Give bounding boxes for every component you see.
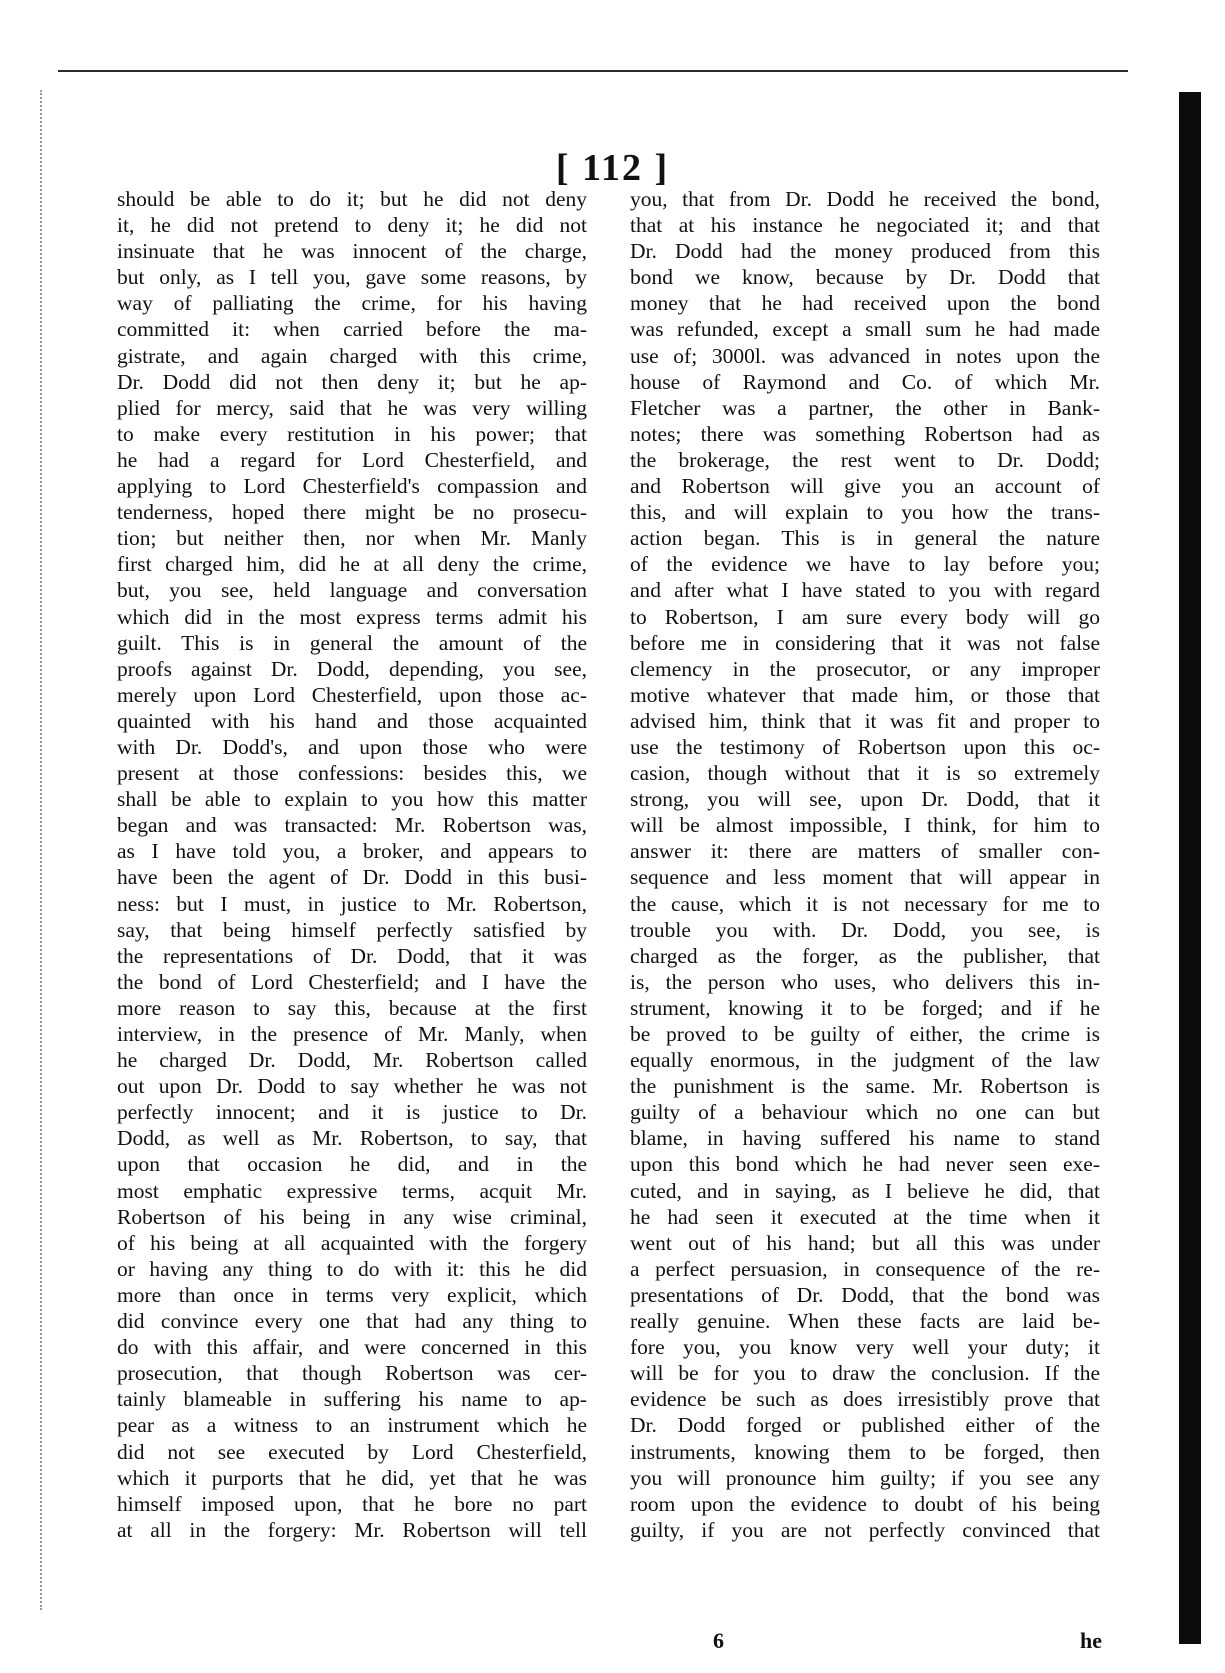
- text-line: will be almost impossible, I think, for him to: [630, 813, 1100, 838]
- text-line: himself imposed upon, that he bore no part: [117, 1491, 587, 1516]
- right-column: [630, 186, 1100, 1543]
- text-line: applying to Lord Chesterfield's compassion and: [117, 474, 587, 499]
- text-line: you will pronounce him guilty; if you see any: [630, 1465, 1100, 1490]
- text-line: casion, though without that it is so extremely: [630, 761, 1100, 786]
- text-line: tion; but neither then, nor when Mr. Manly: [117, 526, 587, 551]
- text-line: first charged him, did he at all deny the crime,: [117, 552, 587, 577]
- text-line: say, that being himself perfectly satisfied by: [117, 917, 587, 942]
- text-line: the punishment is the same. Mr. Robertson is: [630, 1074, 1100, 1099]
- text-line: guilt. This is in general the amount of the: [117, 630, 587, 655]
- text-line: was refunded, except a small sum he had made: [630, 317, 1100, 342]
- text-line: clemency in the prosecutor, or any improper: [630, 656, 1100, 681]
- text-line: it, he did not pretend to deny it; he did not: [117, 213, 587, 238]
- text-line: interview, in the presence of Mr. Manly, when: [117, 1022, 587, 1046]
- text-line: with Dr. Dodd's, and upon those who were: [117, 734, 587, 759]
- signature-mark: 6: [713, 1628, 724, 1653]
- text-line: more reason to say this, because at the first: [117, 995, 587, 1020]
- text-line: Dr. Dodd had the money produced from this: [630, 239, 1100, 264]
- text-line: present at those confessions: besides this, we: [117, 761, 587, 786]
- text-line: use the testimony of Robertson upon this oc-: [630, 734, 1100, 759]
- text-line: began and was transacted: Mr. Robertson was,: [117, 813, 587, 838]
- text-line: gistrate, and again charged with this crime,: [117, 343, 587, 368]
- text-line: upon this bond which he had never seen exe-: [630, 1152, 1100, 1177]
- text-line: house of Raymond and Co. of which Mr.: [630, 369, 1100, 394]
- text-line: to Robertson, I am sure every body will go: [630, 604, 1100, 629]
- text-line: guilty of a behaviour which no one can but: [630, 1100, 1100, 1125]
- text-line: equally enormous, in the judgment of the law: [630, 1048, 1100, 1073]
- text-line: went out of his hand; but all this was under: [630, 1230, 1100, 1255]
- left-column: [117, 186, 587, 1543]
- text-line: do with this affair, and were concerned in this: [117, 1335, 587, 1360]
- text-line: way of palliating the crime, for his having: [117, 291, 587, 316]
- text-line: is, the person who uses, who delivers this in-: [630, 969, 1100, 994]
- text-line: that at his instance he negociated it; and that: [630, 213, 1100, 238]
- text-line: out upon Dr. Dodd to say whether he was not: [117, 1074, 587, 1099]
- text-line: upon that occasion he did, and in the: [117, 1152, 587, 1177]
- text-line: to make every restitution in his power; that: [117, 421, 587, 446]
- text-line: he charged Dr. Dodd, Mr. Robertson called: [117, 1048, 587, 1073]
- text-line: a perfect persuasion, in consequence of the re-: [630, 1256, 1100, 1281]
- text-line: answer it: there are matters of smaller con-: [630, 839, 1100, 864]
- text-line: will be for you to draw the conclusion. If the: [630, 1361, 1100, 1386]
- text-line: use of; 3000l. was advanced in notes upon the: [630, 343, 1100, 368]
- text-line: but only, as I tell you, gave some reasons, by: [117, 265, 587, 290]
- page-number: [ 112 ]: [555, 147, 670, 189]
- text-line: room upon the evidence to doubt of his being: [630, 1491, 1100, 1516]
- text-line: of his being at all acquainted with the forgery: [117, 1230, 587, 1255]
- left-margin-specks: [40, 90, 48, 1610]
- catchword: he: [1080, 1628, 1102, 1653]
- text-line: did convince every one that had any thing to: [117, 1309, 587, 1334]
- text-line: more than once in terms very explicit, which: [117, 1282, 587, 1307]
- text-line: strument, knowing it to be forged; and if he: [630, 995, 1100, 1020]
- text-line: action began. This is in general the nature: [630, 526, 1100, 551]
- text-line: proofs against Dr. Dodd, depending, you see,: [117, 656, 587, 681]
- text-line: shall be able to explain to you how this matter: [117, 787, 587, 812]
- text-line: sequence and less moment that will appear in: [630, 865, 1100, 890]
- text-line: tainly blameable in suffering his name to ap-: [117, 1387, 587, 1412]
- text-line: blame, in having suffered his name to stand: [630, 1126, 1100, 1151]
- text-line: you, that from Dr. Dodd he received the bond,: [630, 187, 1100, 211]
- text-line: notes; there was something Robertson had as: [630, 421, 1100, 446]
- text-line: but, you see, held language and conversation: [117, 578, 587, 603]
- text-line: guilty, if you are not perfectly convinced that: [630, 1517, 1100, 1542]
- text-line: which did in the most express terms admit his: [117, 604, 587, 629]
- text-line: the cause, which it is not necessary for me to: [630, 891, 1100, 916]
- text-line: the brokerage, the rest went to Dr. Dodd;: [630, 447, 1100, 472]
- text-line: pear as a witness to an instrument which he: [117, 1413, 587, 1438]
- text-line: before me in considering that it was not false: [630, 630, 1100, 655]
- text-line: and Robertson will give you an account of: [630, 474, 1100, 499]
- text-line: this, and will explain to you how the trans-: [630, 500, 1100, 525]
- text-line: tenderness, hoped there might be no prosecu-: [117, 500, 587, 525]
- text-line: trouble you with. Dr. Dodd, you see, is: [630, 917, 1100, 942]
- text-line: perfectly innocent; and it is justice to Dr.: [117, 1100, 587, 1125]
- text-line: should be able to do it; but he did not deny: [117, 187, 587, 211]
- text-line: the representations of Dr. Dodd, that it was: [117, 943, 587, 968]
- text-line: insinuate that he was innocent of the charge,: [117, 239, 587, 264]
- text-line: advised him, think that it was fit and proper to: [630, 708, 1100, 733]
- text-line: presentations of Dr. Dodd, that the bond was: [630, 1282, 1100, 1307]
- text-line: as I have told you, a broker, and appears to: [117, 839, 587, 864]
- text-line: charged as the forger, as the publisher, that: [630, 943, 1100, 968]
- text-line: plied for mercy, said that he was very willing: [117, 395, 587, 420]
- text-line: really genuine. When these facts are laid be-: [630, 1309, 1100, 1334]
- text-line: evidence be such as does irresistibly prove that: [630, 1387, 1100, 1412]
- text-line: cuted, and in saying, as I believe he did, that: [630, 1178, 1100, 1203]
- top-rule: [58, 70, 1128, 72]
- text-line: committed it: when carried before the ma-: [117, 317, 587, 342]
- text-line: prosecution, that though Robertson was cer-: [117, 1361, 587, 1386]
- text-line: he had a regard for Lord Chesterfield, and: [117, 447, 587, 472]
- text-line: at all in the forgery: Mr. Robertson will tell: [117, 1517, 587, 1542]
- text-line: be proved to be guilty of either, the crime is: [630, 1022, 1100, 1046]
- text-line: most emphatic expressive terms, acquit Mr.: [117, 1178, 587, 1203]
- text-line: merely upon Lord Chesterfield, upon those ac-: [117, 682, 587, 707]
- text-line: and after what I have stated to you with regard: [630, 578, 1100, 603]
- text-line: Dr. Dodd did not then deny it; but he ap-: [117, 369, 587, 394]
- text-line: the bond of Lord Chesterfield; and I have the: [117, 969, 587, 994]
- text-line: or having any thing to do with it: this he did: [117, 1256, 587, 1281]
- text-line: did not see executed by Lord Chesterfield,: [117, 1439, 587, 1464]
- text-line: motive whatever that made him, or those that: [630, 682, 1100, 707]
- text-line: quainted with his hand and those acquainted: [117, 708, 587, 733]
- text-line: Fletcher was a partner, the other in Bank-: [630, 395, 1100, 420]
- text-line: Dr. Dodd forged or published either of the: [630, 1413, 1100, 1438]
- text-line: Dodd, as well as Mr. Robertson, to say, that: [117, 1126, 587, 1151]
- text-line: instruments, knowing them to be forged, then: [630, 1439, 1100, 1464]
- text-line: money that he had received upon the bond: [630, 291, 1100, 316]
- text-line: bond we know, because by Dr. Dodd that: [630, 265, 1100, 290]
- text-line: he had seen it executed at the time when it: [630, 1204, 1100, 1229]
- text-line: ness: but I must, in justice to Mr. Robertson,: [117, 891, 587, 916]
- text-line: have been the agent of Dr. Dodd in this busi-: [117, 865, 587, 890]
- text-line: strong, you will see, upon Dr. Dodd, that it: [630, 787, 1100, 812]
- text-line: Robertson of his being in any wise criminal,: [117, 1204, 587, 1229]
- text-line: which it purports that he did, yet that he was: [117, 1465, 587, 1490]
- text-line: fore you, you know very well your duty; it: [630, 1335, 1100, 1360]
- scan-edge-bar: [1179, 92, 1201, 1644]
- text-line: of the evidence we have to lay before you;: [630, 552, 1100, 577]
